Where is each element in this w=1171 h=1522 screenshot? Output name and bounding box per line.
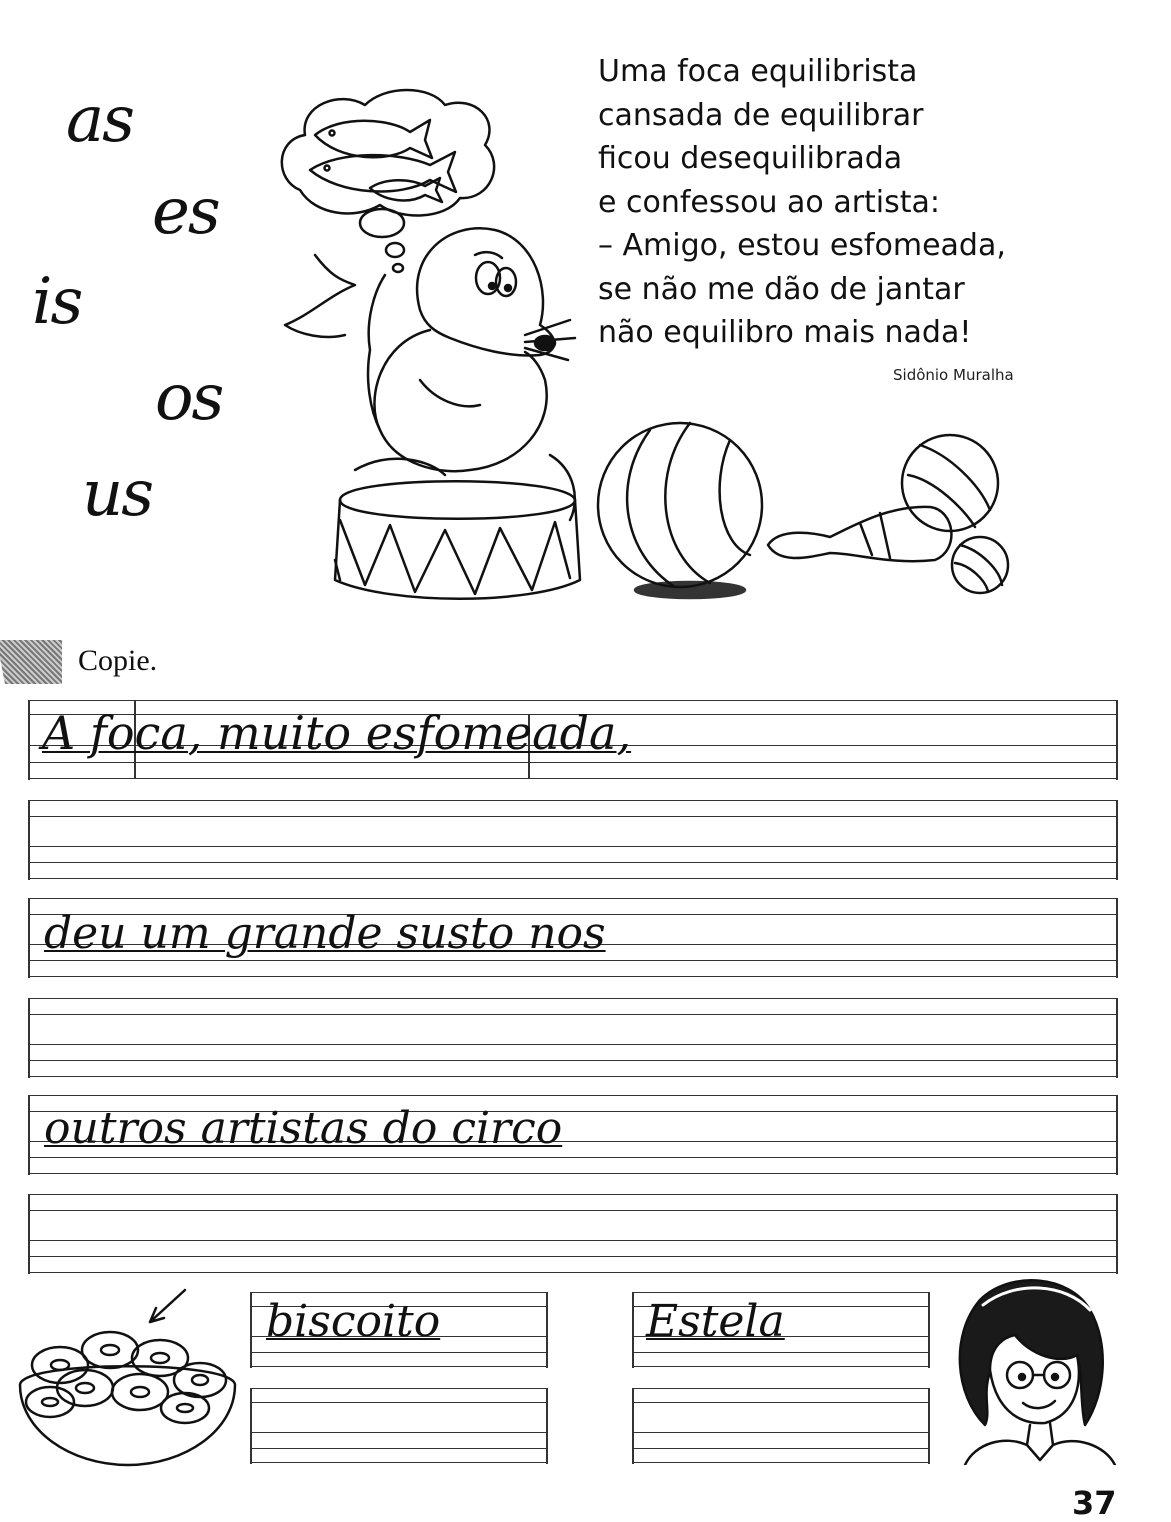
ball-icon [598, 423, 762, 587]
girl-illustration [945, 1275, 1120, 1465]
poem-line: não equilibro mais nada! [598, 315, 972, 350]
poem [598, 50, 1078, 355]
copy-answer-row[interactable] [28, 800, 1118, 880]
copy-model-row [28, 700, 1118, 780]
copy-model-text: A foca, muito esfomeada, [42, 706, 632, 760]
copy-answer-row[interactable] [28, 998, 1118, 1078]
thought-cloud [282, 90, 494, 215]
bowling-pin-icon [768, 507, 951, 561]
page-number: 37 [1072, 1484, 1117, 1522]
fish-icon [315, 120, 432, 158]
seal-illustration [270, 80, 610, 600]
word-model-row [250, 1292, 548, 1368]
word-model-text: biscoito [266, 1296, 441, 1347]
copy-answer-row[interactable] [28, 1194, 1118, 1274]
word-answer-row[interactable] [250, 1388, 548, 1464]
syllable-as: as [66, 83, 133, 157]
syllable-es: es [152, 175, 219, 249]
ball-icon [902, 435, 998, 531]
poem-line: Uma foca equilibrista [598, 54, 918, 89]
exercise-badge-icon [0, 640, 62, 684]
arrow-icon [150, 1290, 185, 1322]
exercise-instruction: Copie. [78, 644, 158, 677]
poem-author: Sidônio Muralha [893, 366, 1014, 384]
syllable-os: os [155, 361, 223, 435]
copy-model-text: outros artistas do circo [44, 1103, 563, 1154]
collar [965, 1441, 1115, 1465]
copy-model-text: deu um grande susto nos [44, 908, 606, 959]
copy-model-row [28, 1095, 1118, 1175]
bowl-icon [20, 1366, 235, 1465]
word-model-row [632, 1292, 930, 1368]
poem-line: e confessou ao artista: [598, 184, 941, 220]
syllable-is: is [32, 265, 82, 339]
copy-model-row [28, 898, 1118, 978]
seal-body [374, 330, 546, 471]
biscuit-bowl-illustration [10, 1280, 245, 1470]
poem-line: ficou desequilibrada [598, 141, 903, 176]
circus-drum [340, 481, 575, 500]
poem-line: – Amigo, estou esfomeada, [598, 228, 1006, 263]
seal-head [417, 228, 554, 355]
ball-and-pins-illustration [590, 415, 1040, 600]
poem-line: cansada de equilibrar [598, 97, 924, 133]
syllable-us: us [82, 457, 153, 531]
poem-line: se não me dão de jantar [598, 271, 965, 307]
word-model-text: Estela [646, 1296, 785, 1347]
word-answer-row[interactable] [632, 1388, 930, 1464]
